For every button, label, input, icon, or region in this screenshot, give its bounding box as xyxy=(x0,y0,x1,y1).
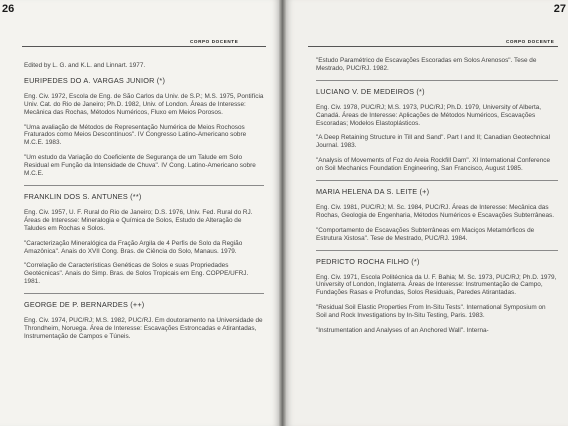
right-page xyxy=(286,0,568,426)
paragraph: "Instrumentation and Analyses of an Anchored Wall". Interna- xyxy=(316,327,489,335)
paragraph: "A Deep Retaining Structure in Till and Sand". Part I and II; Canadian Geotechnical Journal. 1983. xyxy=(316,134,551,150)
paragraph: "Correlação de Características Genéticas de Solos e suas Propriedades Geotécnicas". Anais do Simp. Bras. de Solos Tropicais em Eng. COPPE/UFRJ. 1981. xyxy=(24,262,249,286)
paragraph: Edited by L. G. and K.L. and Linnart. 1977. xyxy=(24,62,146,69)
header-rule xyxy=(22,46,266,47)
paragraph: "Uma avaliação de Métodos de Representação Numérica de Meios Rochosos Fraturados como Meios Descontínuos". IV Congresso Latino-Americano sobre M.C.E. 1983. xyxy=(24,123,247,147)
page-number: 27 xyxy=(553,3,566,15)
faculty-name: MARIA HELENA DA S. LEITE (+) xyxy=(316,187,430,197)
paragraph: "Estudo Paramétrico de Escavações Escoradas em Solos Arenosos". Tese de Mestrado, PUC/RJ. 1982. xyxy=(316,57,537,72)
paragraph: "Um estudo da Variação do Coeficiente de Segurança de um Talude em Solo Residual em Função da Intensidade de Chuva". IV Cong. Latino-Americano sobre M.C.E. xyxy=(24,154,256,178)
paragraph: Eng. Civ. 1978, PUC/RJ; M.S. 1973, PUC/RJ; Ph.D. 1979, University of Alberta, Canadá. Áreas de Interesse: Aplicações de Métodos Numéricos, Escavações Escoradas; Modelos Elastoplásticos. xyxy=(316,103,542,127)
text-column xyxy=(24,62,264,348)
faculty-name: LUCIANO V. DE MEDEIROS (*) xyxy=(316,86,425,96)
section-divider xyxy=(24,185,264,186)
section-divider xyxy=(316,250,558,251)
paragraph: Eng. Civ. 1974, PUC/RJ; M.S. 1982, PUC/RJ. Em doutoramento na Universidade de Throndheim, Noruega. Área de Interesse: Escavações Estroncadas e Atirantadas, Instrumentação de Campos e Túneis. xyxy=(24,317,263,340)
faculty-name: PEDRICTO ROCHA FILHO (*) xyxy=(316,256,420,266)
paragraph: "Residual Soil Elastic Properties From In-Situ Tests". International Symposium on Soil and Rock Investigations by In-Situ Testing, Paris. 1983. xyxy=(316,304,546,320)
paragraph: Eng. Civ. 1971, Escola Politécnica da U. F. Bahia; M. Sc. 1973, PUC/RJ; Ph.D. 1979, University of London, Inglaterra. Áreas de Interesse: Instrumentação de Campo, Fundações Rasas e Profundas, Solos Residuais, Paredes Atirantadas. xyxy=(316,273,557,297)
faculty-name: GEORGE DE P. BERNARDES (++) xyxy=(24,300,145,310)
header-rule xyxy=(308,46,558,47)
paragraph: Eng. Civ. 1972, Escola de Eng. de São Carlos da Univ. de S.P.; M.S. 1975, Pontifícia Univ. Cat. do Rio de Janeiro; Ph.D. 1982, Univ. of London. Áreas de Interesse: Mecânica das Rochas, Métodos Numéricos, Fluxo em Meios Porosos. xyxy=(24,92,264,116)
section-divider xyxy=(24,293,264,294)
paragraph: Eng. Civ. 1957, U. F. Rural do Rio de Janeiro; D.S. 1976, Univ. Fed. Rural do RJ. Áreas de Interesse: Mineralogia e Química de Solos, Estudo de Alteração de Taludes em Rochas e Solos. xyxy=(24,208,253,232)
paragraph: "Comportamento de Escavações Subterrâneas em Maciços Metamórficos de Estrutura Xistosa". Tese de Mestrado, PUC/RJ. 1984. xyxy=(316,226,535,242)
book-gutter xyxy=(279,0,286,426)
running-header: CORPO DOCENTE xyxy=(506,39,555,44)
text-column xyxy=(316,57,558,342)
faculty-name: FRANKLIN DOS S. ANTUNES (**) xyxy=(24,191,142,201)
paragraph: "Caracterização Mineralógica da Fração Argila de 4 Perfis de Solo da Região Amazônica". Anais do XVII Cong. Bras. de Ciência do Solo, Manaus. 1979. xyxy=(24,239,243,255)
section-divider xyxy=(316,80,558,81)
section-divider xyxy=(316,180,558,181)
left-page xyxy=(0,0,279,426)
paragraph: "Analysis of Movements of Foz do Areia Rockfill Dam". XI International Conference on Soil Mechanics Foundation Engineering, San Francisco, August 1985. xyxy=(316,157,550,173)
page-number: 26 xyxy=(2,3,15,15)
paragraph: Eng. Civ. 1981, PUC/RJ; M. Sc. 1984, PUC/RJ. Áreas de Interesse: Mecânica das Rochas, Geologia de Engenharia, Métodos Numéricos e Escavações Subterrâneas. xyxy=(316,203,555,219)
running-header: CORPO DOCENTE xyxy=(190,39,239,44)
faculty-name: EURIPEDES DO A. VARGAS JUNIOR (*) xyxy=(24,75,166,85)
